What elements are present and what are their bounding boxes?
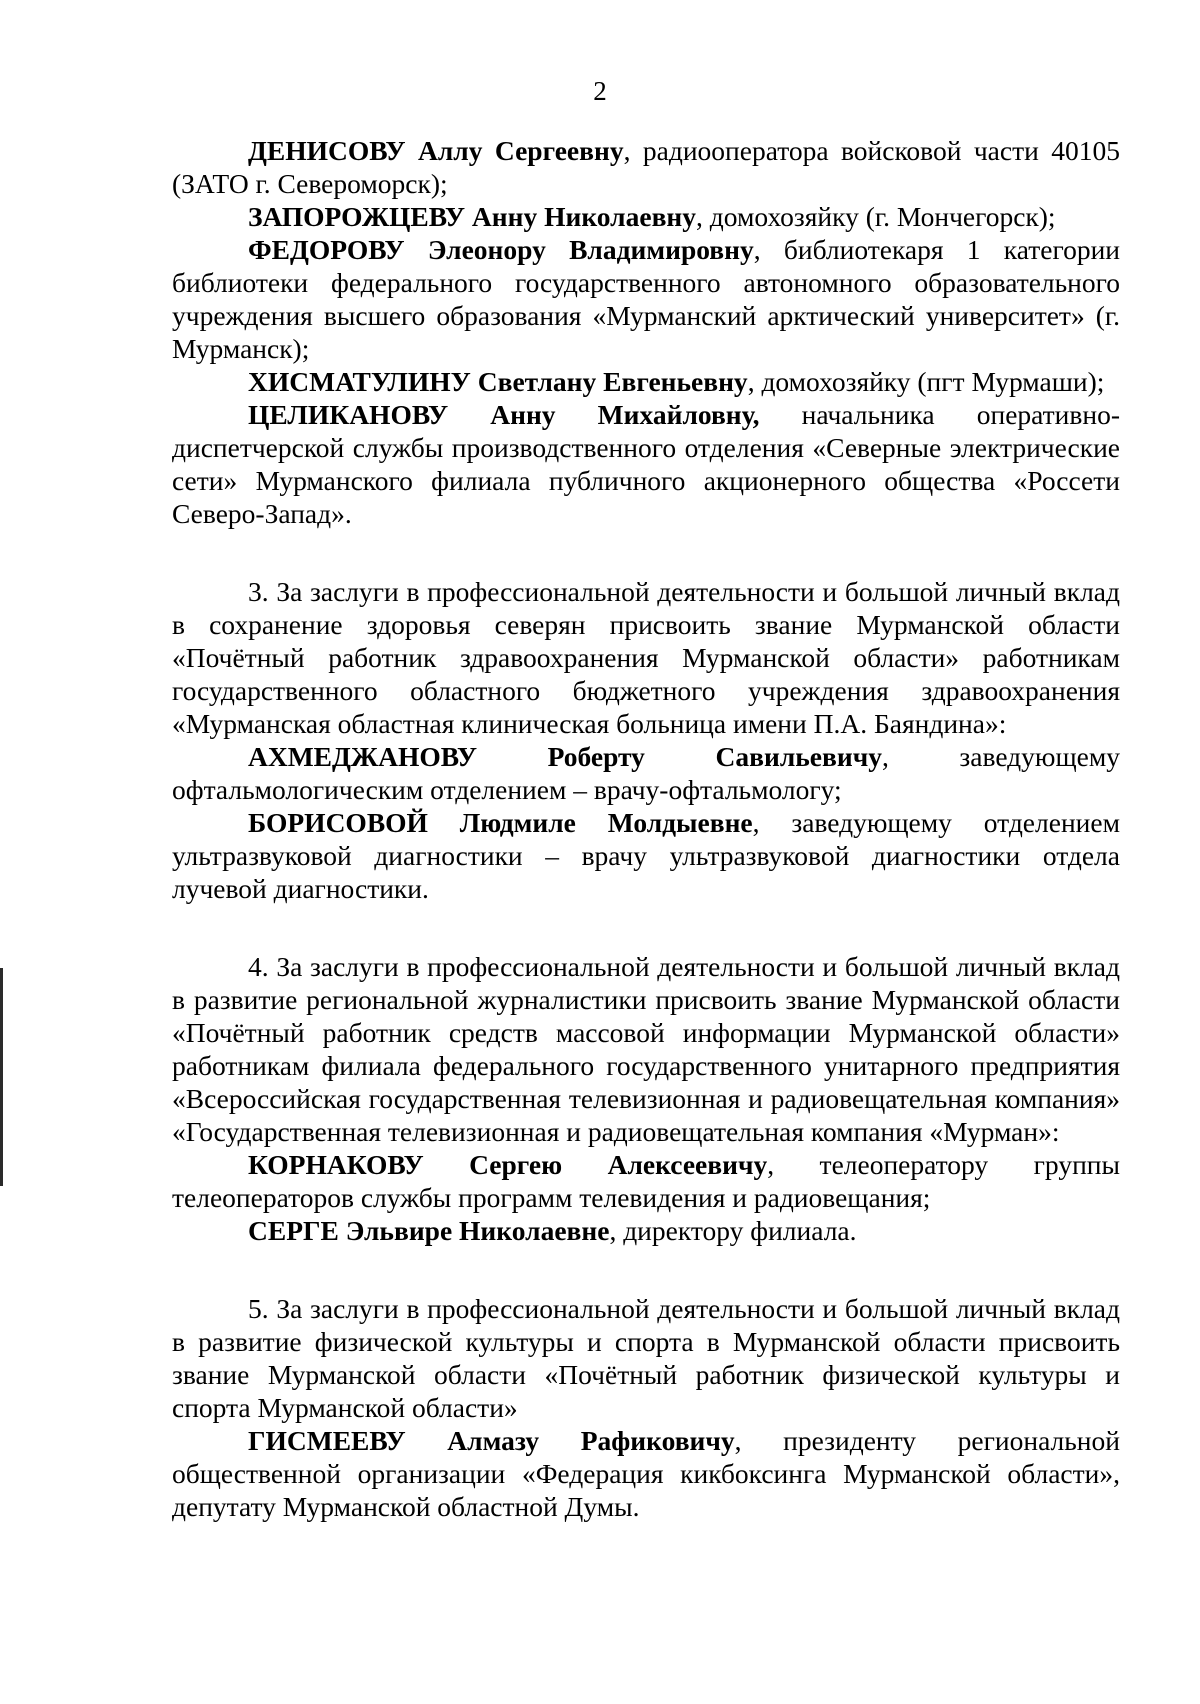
award-entry-gismeev <box>172 1424 1120 1523</box>
award-entry-kornakov <box>172 1148 1120 1214</box>
page-number: 2 <box>593 76 607 106</box>
awardee-name: ЦЕЛИКАНОВУ Анну Михайловну, <box>248 399 760 430</box>
award-entry-akhmedzhanov <box>172 740 1120 806</box>
awardee-name: СЕРГЕ Эльвире Николаевне <box>248 1215 610 1246</box>
scan-edge-mark <box>0 968 3 1186</box>
awardee-details: начальника оперативно-диспетчерской службы производственного отделения «Северные электрические сети» Мурманского филиала публичного акционерного общества «Россети Северо-Запад». <box>172 399 1120 529</box>
award-entry-borisova <box>172 806 1120 905</box>
awardee-details: , домохозяйку (пгт Мурмаши); <box>747 366 1105 397</box>
section-3-paragraph: 3. За заслуги в профессиональной деятельности и большой личный вклад в сохранение здоровья северян присвоить звание Мурманской области «Почётный работник здравоохранения Мурманской области» работникам государственного областного бюджетного учреждения здравоохранения «Мурманская областная клиническая больница имени П.А. Баяндина»: <box>172 576 1120 739</box>
awardee-name: ДЕНИСОВУ Аллу Сергеевну <box>248 135 624 166</box>
awardee-details: , заведующему отделением ультразвуковой диагностики – врачу ультразвуковой диагностики отдела лучевой диагностики. <box>172 807 1120 904</box>
awardee-details: , директору филиала. <box>609 1215 857 1246</box>
awardee-name: ГИСМЕЕВУ Алмазу Рафиковичу <box>248 1425 735 1456</box>
award-entry-tselikanova <box>172 398 1120 530</box>
awardee-details: , заведующему офтальмологическим отделением – врачу-офтальмологу; <box>172 741 1120 805</box>
award-entry-fedorova <box>172 233 1120 365</box>
awardee-name: ФЕДОРОВУ Элеонору Владимировну <box>248 234 754 265</box>
awardee-details: , домохозяйку (г. Мончегорск); <box>696 201 1056 232</box>
award-entry-khismatulina <box>172 365 1120 398</box>
awardee-details: , президенту региональной общественной организации «Федерация кикбоксинга Мурманской области», депутату Мурманской областной Думы. <box>172 1425 1120 1522</box>
awardee-details: , радиооператора войсковой части 40105 (ЗАТО г. Североморск); <box>172 135 1120 199</box>
section-4-paragraph: 4. За заслуги в профессиональной деятельности и большой личный вклад в развитие региональной журналистики присвоить звание Мурманской области «Почётный работник средств массовой информации Мурманской области» работникам филиала федерального государственного унитарного предприятия «Всероссийская государственная телевизионная и радиовещательная компания» «Государственная телевизионная и радиовещательная компания «Мурман»: <box>172 951 1120 1147</box>
award-entry-denisova <box>172 134 1120 200</box>
awardee-name: АХМЕДЖАНОВУ Роберту Савильевичу <box>248 741 882 772</box>
awardee-details: , телеоператору группы телеоператоров службы программ телевидения и радиовещания; <box>172 1149 1120 1213</box>
awardee-name: ЗАПОРОЖЦЕВУ Анну Николаевну <box>248 201 697 232</box>
award-entry-zaporozhtseva <box>172 200 1120 233</box>
document-body <box>172 134 1120 1523</box>
awardee-name: КОРНАКОВУ Сергею Алексеевичу <box>248 1149 768 1180</box>
awardee-details: , библиотекаря 1 категории библиотеки федерального государственного автономного образовательного учреждения высшего образования «Мурманский арктический университет» (г. Мурманск); <box>172 234 1120 364</box>
awardee-name: БОРИСОВОЙ Людмиле Молдыевне <box>248 807 753 838</box>
awardee-name: ХИСМАТУЛИНУ Светлану Евгеньевну <box>248 366 748 397</box>
award-entry-serge <box>172 1214 1120 1247</box>
section-5-paragraph: 5. За заслуги в профессиональной деятельности и большой личный вклад в развитие физической культуры и спорта в Мурманской области присвоить звание Мурманской области «Почётный работник физической культуры и спорта Мурманской области» <box>172 1293 1120 1423</box>
